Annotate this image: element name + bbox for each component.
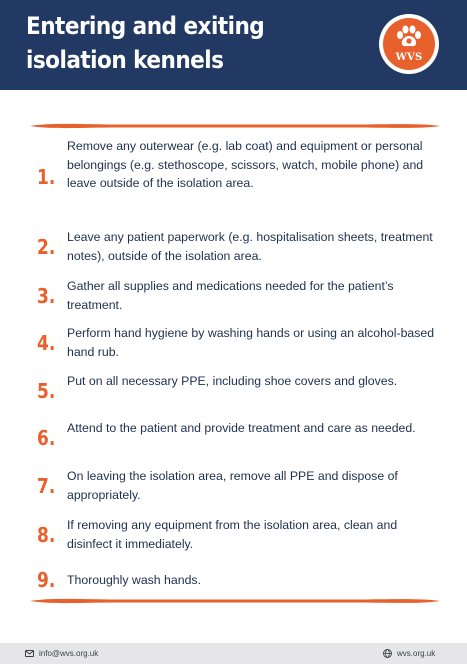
step-text: Thoroughly wash hands.	[67, 573, 201, 587]
step-text: Perform hand hygiene by washing hands or using an alcohol-based hand rub.	[67, 326, 435, 359]
step-number: 2.	[37, 235, 56, 259]
logo-text: WVS	[395, 52, 423, 63]
step-number: 6.	[37, 426, 56, 450]
step-number: 1.	[37, 165, 56, 189]
top-brush-divider	[30, 122, 440, 130]
paw-print-icon	[395, 25, 423, 49]
page-header	[0, 0, 467, 90]
step-number: 3.	[37, 284, 56, 308]
page-title: Entering and exiting isolation kennels	[26, 12, 265, 74]
bottom-brush-divider	[30, 597, 440, 605]
wvs-logo	[379, 14, 439, 74]
step-text: Put on all necessary PPE, including shoe covers and gloves.	[67, 374, 398, 388]
website-link[interactable]	[383, 647, 435, 660]
step-number: 9.	[37, 568, 56, 592]
step-text: Leave any patient paperwork (e.g. hospitalisation sheets, treatment notes), outside of the isolation area.	[67, 230, 433, 263]
step-text: Gather all supplies and medications needed for the patient’s treatment.	[67, 279, 394, 312]
step-text: If removing any equipment from the isolation area, clean and disinfect it immediately.	[67, 518, 398, 551]
website-text: wvs.org.uk	[397, 649, 436, 658]
logo-badge	[383, 18, 435, 70]
step-number: 4.	[37, 331, 56, 355]
step-text: Attend to the patient and provide treatment and care as needed.	[67, 421, 416, 435]
envelope-icon	[25, 650, 34, 657]
page-footer	[0, 643, 467, 664]
step-text: Remove any outerwear (e.g. lab coat) and equipment or personal belongings (e.g. stethoscope, scissors, watch, mobile phone) and leave outside of the isolation area.	[67, 139, 424, 190]
email-text: info@wvs.org.uk	[39, 649, 99, 658]
globe-icon	[383, 649, 392, 658]
step-number: 8.	[37, 523, 56, 547]
step-text: On leaving the isolation area, remove all PPE and dispose of appropriately.	[67, 469, 398, 502]
email-link[interactable]	[25, 647, 98, 660]
step-number: 7.	[37, 474, 56, 498]
step-number: 5.	[37, 379, 56, 403]
